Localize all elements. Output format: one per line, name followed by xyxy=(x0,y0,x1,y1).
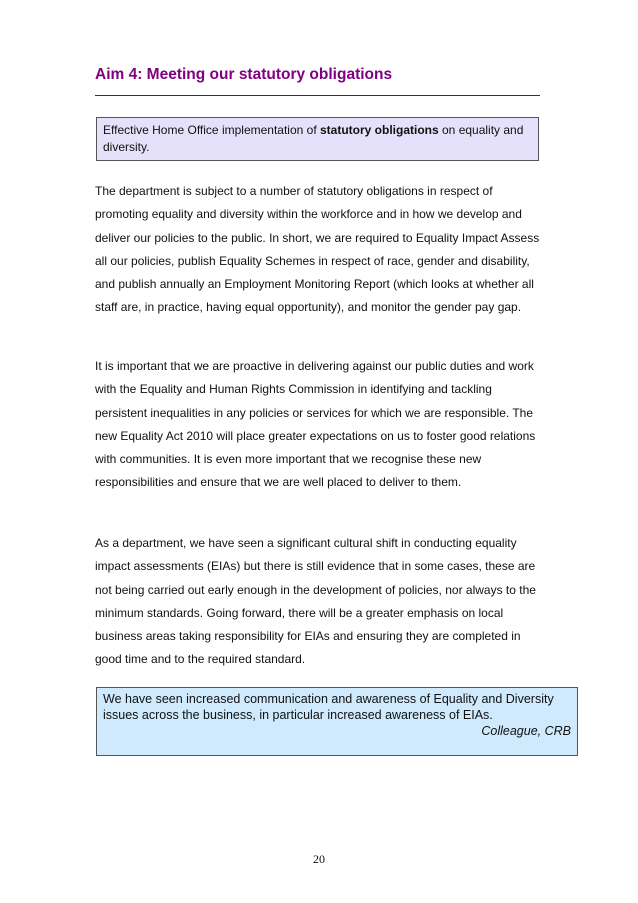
summary-text-after: on equality and diversity. xyxy=(103,123,524,154)
summary-text-before: Effective Home Office implementation of xyxy=(103,123,320,137)
body-paragraph: As a department, we have seen a significant cultural shift in conducting equality impact assessments (EIAs) but there is still evidence that in some cases, these are not being carried out early enough in the development of policies, nor always to the minimum standards. Going forward, there will be a greater emphasis on local business areas taking responsibility for EIAs and ensuring they are completed in good time and to the required standard. xyxy=(95,536,536,667)
page-number: 20 xyxy=(313,852,325,866)
body-paragraph: The department is subject to a number of statutory obligations in respect of promoting equality and diversity within the workforce and in how we develop and deliver our policies to the public. In short, we are required to Equality Impact Assess all our policies, publish Equality Schemes in respect of race, gender and disability, and publish annually an Employment Monitoring Report (which looks at whether all staff are, in practice, having equal opportunity), and monitor the gender pay gap. xyxy=(95,184,540,315)
quote-attribution: Colleague, CRB xyxy=(481,724,571,738)
heading-divider xyxy=(95,95,540,96)
quote-box xyxy=(96,687,578,756)
quote-text: We have seen increased communication and awareness of Equality and Diversity issues across the business, in particular increased awareness of EIAs. xyxy=(103,692,554,722)
section-heading: Aim 4: Meeting our statutory obligations xyxy=(95,66,393,83)
body-paragraph: It is important that we are proactive in delivering against our public duties and work with the Equality and Human Rights Commission in identifying and tackling persistent inequalities in any policies or services for which we are responsible. The new Equality Act 2010 will place greater expectations on us to foster good relations with communities. It is even more important that we recognise these new responsibilities and ensure that we are well placed to deliver to them. xyxy=(95,359,536,490)
summary-text-bold: statutory obligations xyxy=(320,123,439,137)
summary-box xyxy=(96,117,539,161)
